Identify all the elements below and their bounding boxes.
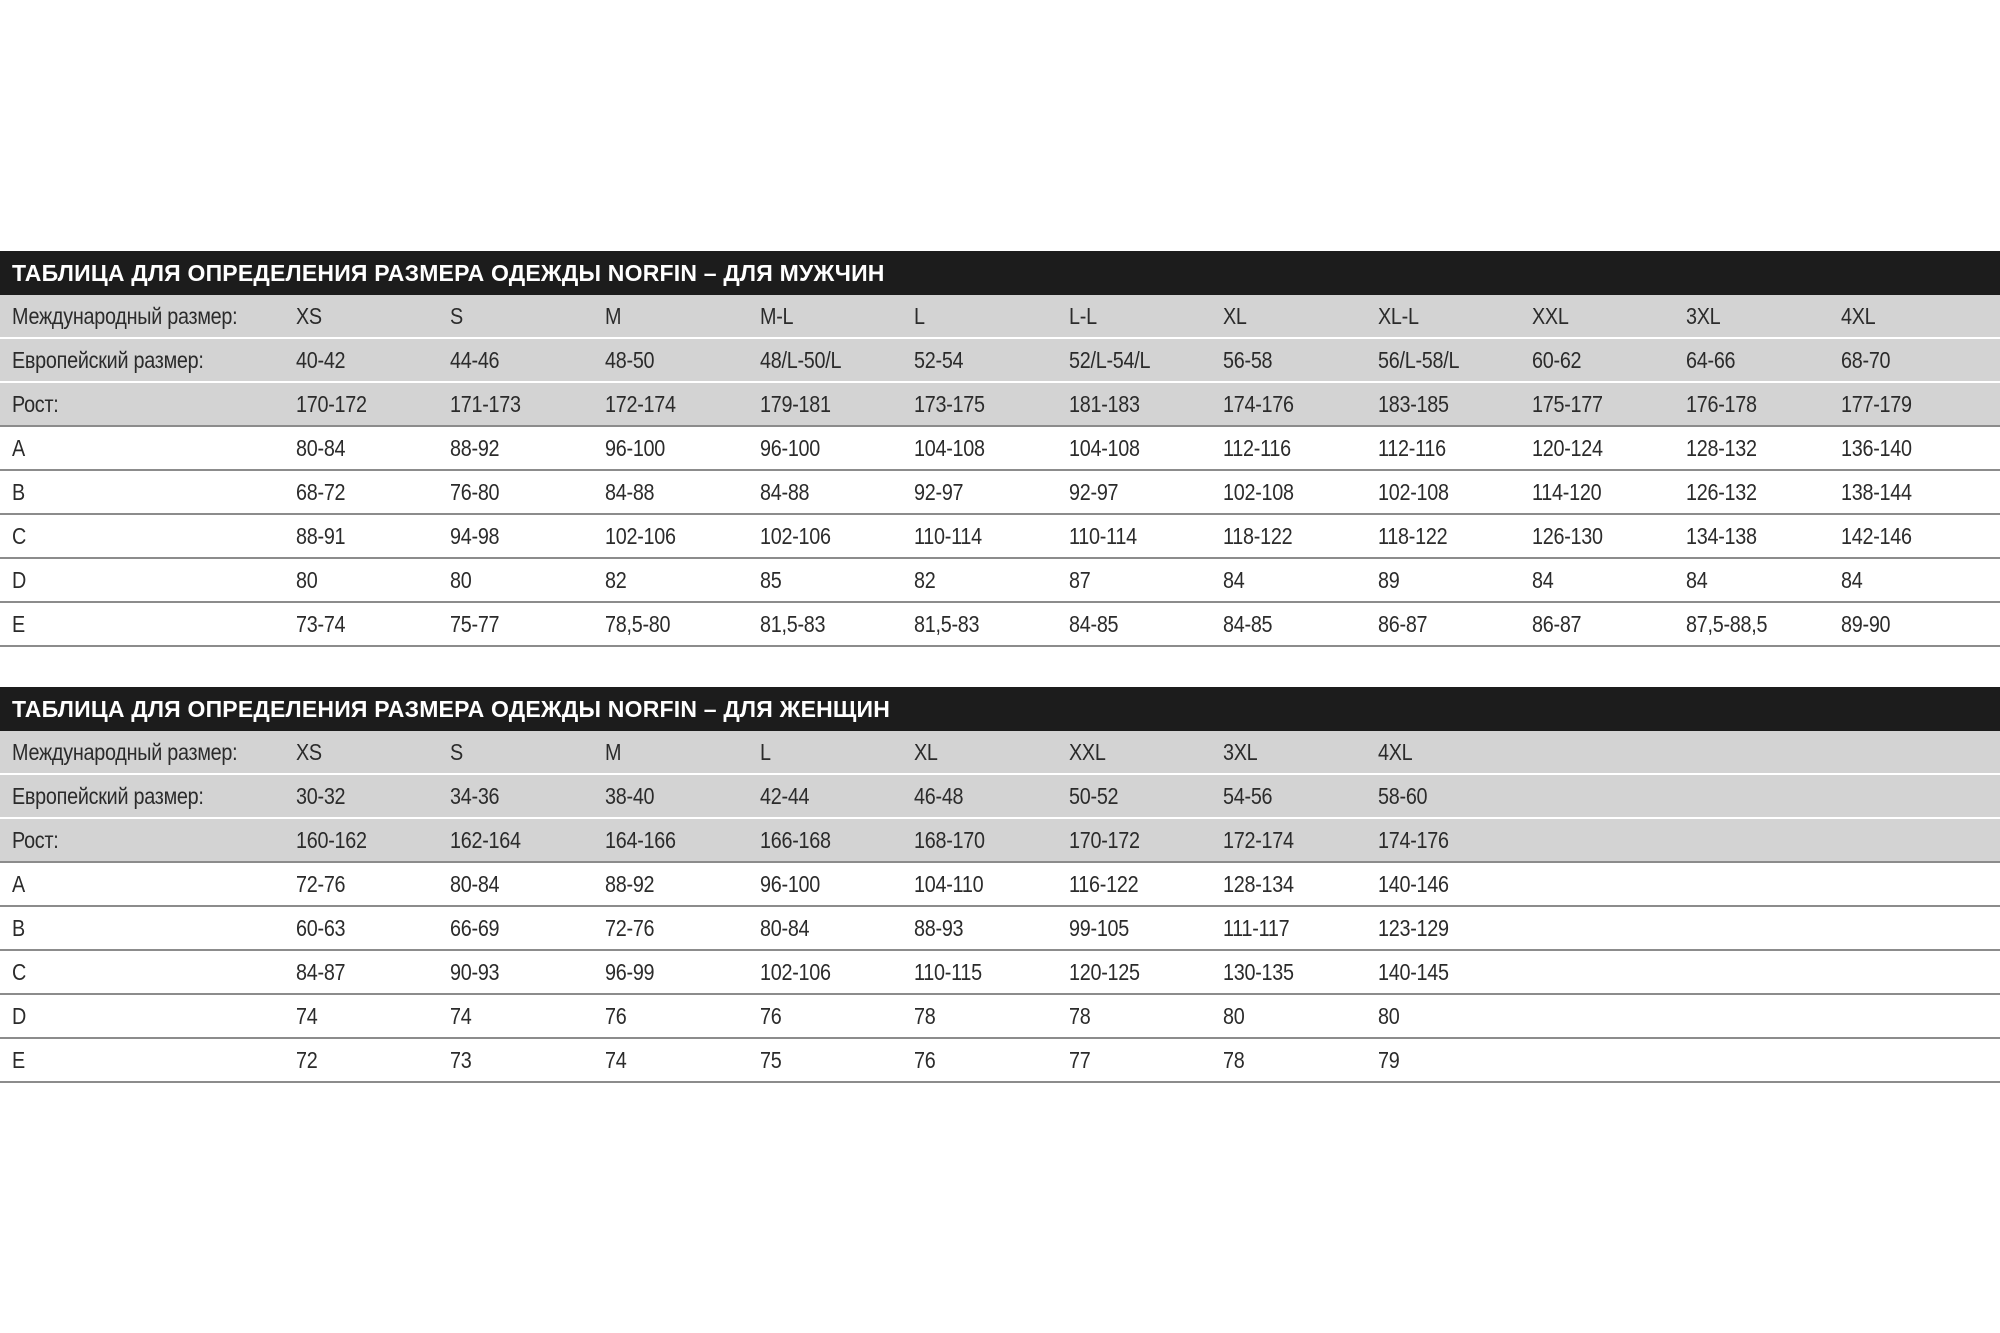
table-cell: 4XL <box>1378 739 1413 765</box>
table-cell: 162-164 <box>450 827 521 853</box>
table-cell: 76 <box>914 1047 936 1073</box>
table-cell: 80 <box>450 567 472 593</box>
table-cell: L-L <box>1069 303 1097 329</box>
table-cell: 84-85 <box>1069 611 1119 637</box>
table-cell: 30-32 <box>296 783 346 809</box>
table-cell: 79 <box>1378 1047 1400 1073</box>
table-cell: 99-105 <box>1069 915 1130 941</box>
table-cell: 173-175 <box>914 391 985 417</box>
table-cell: 88-92 <box>450 435 500 461</box>
header-row <box>0 775 2000 819</box>
table-cell: 42-44 <box>760 783 810 809</box>
table-cell: XL-L <box>1378 303 1419 329</box>
table-cell: 92-97 <box>914 479 964 505</box>
row-label: Рост: <box>12 827 59 853</box>
table-cell: 92-97 <box>1069 479 1119 505</box>
table-cell: 56-58 <box>1223 347 1273 373</box>
table-cell: 75 <box>760 1047 782 1073</box>
table-cell: 50-52 <box>1069 783 1119 809</box>
table-cell: S <box>450 303 463 329</box>
table-cell: 80-84 <box>296 435 346 461</box>
table-cell: S <box>450 739 463 765</box>
table-cell: M <box>605 303 622 329</box>
table-cell: 171-173 <box>450 391 521 417</box>
table-cell: 3XL <box>1686 303 1721 329</box>
table-cell: 77 <box>1069 1047 1091 1073</box>
table-cell: 68-70 <box>1841 347 1891 373</box>
row-label: A <box>12 871 25 897</box>
size-table-men <box>0 251 2000 647</box>
table-title: ТАБЛИЦА ДЛЯ ОПРЕДЕЛЕНИЯ РАЗМЕРА ОДЕЖДЫ NORFIN – ДЛЯ ЖЕНЩИН <box>0 687 2000 731</box>
table-cell: 80 <box>1223 1003 1245 1029</box>
table-row <box>0 907 2000 951</box>
table-cell: 88-93 <box>914 915 964 941</box>
table-cell: 89-90 <box>1841 611 1891 637</box>
table-cell: 60-62 <box>1532 347 1582 373</box>
table-cell: 80-84 <box>450 871 500 897</box>
table-cell: 85 <box>760 567 782 593</box>
table-cell: L <box>914 303 925 329</box>
table-cell: 118-122 <box>1223 523 1293 549</box>
table-cell: 104-110 <box>914 871 984 897</box>
table-cell: 164-166 <box>605 827 676 853</box>
table-cell: 102-108 <box>1223 479 1294 505</box>
table-cell: 120-124 <box>1532 435 1603 461</box>
table-grid <box>0 731 2000 1083</box>
table-cell: 88-92 <box>605 871 655 897</box>
table-cell: 75-77 <box>450 611 500 637</box>
size-table-women <box>0 687 2000 1083</box>
row-label: B <box>12 915 25 941</box>
table-cell: 54-56 <box>1223 783 1273 809</box>
row-label: D <box>12 567 27 593</box>
table-cell: XXL <box>1532 303 1569 329</box>
table-cell: 94-98 <box>450 523 500 549</box>
row-label: Европейский размер: <box>12 783 204 809</box>
table-cell: 174-176 <box>1223 391 1294 417</box>
header-row <box>0 339 2000 383</box>
table-cell: 179-181 <box>760 391 831 417</box>
table-cell: XL <box>1223 303 1247 329</box>
table-cell: 136-140 <box>1841 435 1912 461</box>
table-cell: XXL <box>1069 739 1106 765</box>
table-cell: 134-138 <box>1686 523 1757 549</box>
row-label: C <box>12 523 27 549</box>
table-cell: 78 <box>1069 1003 1091 1029</box>
table-cell: L <box>760 739 771 765</box>
table-row <box>0 471 2000 515</box>
table-cell: 74 <box>296 1003 318 1029</box>
row-label: Европейский размер: <box>12 347 204 373</box>
table-cell: 38-40 <box>605 783 655 809</box>
table-cell: 78 <box>914 1003 936 1029</box>
table-cell: 84 <box>1686 567 1708 593</box>
table-cell: XL <box>914 739 938 765</box>
table-cell: 34-36 <box>450 783 500 809</box>
table-cell: 177-179 <box>1841 391 1912 417</box>
table-cell: 128-134 <box>1223 871 1294 897</box>
table-cell: 72-76 <box>296 871 346 897</box>
table-cell: 140-146 <box>1378 871 1449 897</box>
table-cell: 68-72 <box>296 479 346 505</box>
row-label: E <box>12 1047 25 1073</box>
table-cell: 96-100 <box>605 435 666 461</box>
table-cell: 82 <box>914 567 936 593</box>
table-cell: 64-66 <box>1686 347 1736 373</box>
table-row <box>0 1039 2000 1083</box>
table-cell: 4XL <box>1841 303 1876 329</box>
table-row <box>0 559 2000 603</box>
header-row <box>0 731 2000 775</box>
table-cell: 52-54 <box>914 347 964 373</box>
table-cell: 66-69 <box>450 915 500 941</box>
table-cell: 126-130 <box>1532 523 1603 549</box>
table-cell: M <box>605 739 622 765</box>
table-cell: 84-88 <box>605 479 655 505</box>
table-cell: 74 <box>605 1047 627 1073</box>
table-cell: 52/L-54/L <box>1069 347 1151 373</box>
table-cell: 3XL <box>1223 739 1258 765</box>
header-row <box>0 295 2000 339</box>
table-cell: 76-80 <box>450 479 500 505</box>
table-cell: 110-114 <box>914 523 982 549</box>
table-cell: 76 <box>605 1003 627 1029</box>
table-cell: 96-100 <box>760 871 821 897</box>
table-cell: 48-50 <box>605 347 655 373</box>
table-cell: 84 <box>1223 567 1245 593</box>
table-cell: 118-122 <box>1378 523 1448 549</box>
table-cell: 172-174 <box>605 391 676 417</box>
table-row <box>0 427 2000 471</box>
table-cell: 78,5-80 <box>605 611 671 637</box>
table-cell: 123-129 <box>1378 915 1449 941</box>
table-cell: 168-170 <box>914 827 985 853</box>
table-cell: 88-91 <box>296 523 346 549</box>
table-cell: 170-172 <box>296 391 367 417</box>
row-label: D <box>12 1003 27 1029</box>
table-cell: 102-108 <box>1378 479 1449 505</box>
table-cell: 130-135 <box>1223 959 1294 985</box>
table-cell: 86-87 <box>1378 611 1428 637</box>
table-cell: 183-185 <box>1378 391 1449 417</box>
table-cell: 87 <box>1069 567 1091 593</box>
table-cell: 81,5-83 <box>914 611 980 637</box>
table-cell: 142-146 <box>1841 523 1912 549</box>
table-cell: 120-125 <box>1069 959 1140 985</box>
row-label: Рост: <box>12 391 59 417</box>
table-cell: 110-115 <box>914 959 982 985</box>
row-label: E <box>12 611 25 637</box>
table-cell: 84-87 <box>296 959 346 985</box>
table-cell: 175-177 <box>1532 391 1603 417</box>
row-label: A <box>12 435 25 461</box>
table-row <box>0 995 2000 1039</box>
table-cell: 90-93 <box>450 959 500 985</box>
table-cell: XS <box>296 303 322 329</box>
table-cell: 172-174 <box>1223 827 1294 853</box>
table-cell: 87,5-88,5 <box>1686 611 1768 637</box>
table-cell: 48/L-50/L <box>760 347 842 373</box>
table-cell: 73 <box>450 1047 472 1073</box>
table-cell: 114-120 <box>1532 479 1602 505</box>
table-cell: 176-178 <box>1686 391 1757 417</box>
table-cell: 138-144 <box>1841 479 1912 505</box>
row-label: Международный размер: <box>12 303 238 329</box>
table-cell: 104-108 <box>1069 435 1140 461</box>
table-cell: 58-60 <box>1378 783 1428 809</box>
table-cell: 126-132 <box>1686 479 1757 505</box>
table-cell: 86-87 <box>1532 611 1582 637</box>
table-cell: 72 <box>296 1047 318 1073</box>
table-cell: 112-116 <box>1378 435 1446 461</box>
table-cell: 111-117 <box>1223 915 1290 941</box>
table-cell: 166-168 <box>760 827 831 853</box>
table-cell: 110-114 <box>1069 523 1137 549</box>
table-cell: 160-162 <box>296 827 367 853</box>
table-cell: 74 <box>450 1003 472 1029</box>
table-cell: 96-100 <box>760 435 821 461</box>
table-cell: 170-172 <box>1069 827 1140 853</box>
table-cell: 84-88 <box>760 479 810 505</box>
row-label: C <box>12 959 27 985</box>
header-row <box>0 819 2000 863</box>
table-cell: 140-145 <box>1378 959 1449 985</box>
row-label: Международный размер: <box>12 739 238 765</box>
table-cell: 76 <box>760 1003 782 1029</box>
table-cell: 80-84 <box>760 915 810 941</box>
table-cell: 84 <box>1532 567 1554 593</box>
table-row <box>0 515 2000 559</box>
table-cell: 102-106 <box>605 523 676 549</box>
table-cell: 174-176 <box>1378 827 1449 853</box>
table-cell: 80 <box>296 567 318 593</box>
table-cell: 44-46 <box>450 347 500 373</box>
table-cell: 81,5-83 <box>760 611 826 637</box>
table-cell: 80 <box>1378 1003 1400 1029</box>
header-row <box>0 383 2000 427</box>
table-row <box>0 863 2000 907</box>
table-cell: 104-108 <box>914 435 985 461</box>
table-cell: 46-48 <box>914 783 964 809</box>
table-cell: 89 <box>1378 567 1400 593</box>
table-cell: M-L <box>760 303 794 329</box>
table-cell: 40-42 <box>296 347 346 373</box>
table-cell: 56/L-58/L <box>1378 347 1460 373</box>
table-title: ТАБЛИЦА ДЛЯ ОПРЕДЕЛЕНИЯ РАЗМЕРА ОДЕЖДЫ NORFIN – ДЛЯ МУЖЧИН <box>0 251 2000 295</box>
table-cell: 78 <box>1223 1047 1245 1073</box>
table-cell: XS <box>296 739 322 765</box>
table-row <box>0 951 2000 995</box>
table-cell: 73-74 <box>296 611 346 637</box>
table-row <box>0 603 2000 647</box>
table-cell: 82 <box>605 567 627 593</box>
table-cell: 60-63 <box>296 915 346 941</box>
table-grid <box>0 295 2000 647</box>
table-cell: 96-99 <box>605 959 655 985</box>
table-cell: 128-132 <box>1686 435 1757 461</box>
table-cell: 102-106 <box>760 523 831 549</box>
table-cell: 72-76 <box>605 915 655 941</box>
table-cell: 181-183 <box>1069 391 1140 417</box>
table-cell: 116-122 <box>1069 871 1139 897</box>
table-cell: 112-116 <box>1223 435 1291 461</box>
table-cell: 84-85 <box>1223 611 1273 637</box>
table-cell: 84 <box>1841 567 1863 593</box>
row-label: B <box>12 479 25 505</box>
table-cell: 102-106 <box>760 959 831 985</box>
